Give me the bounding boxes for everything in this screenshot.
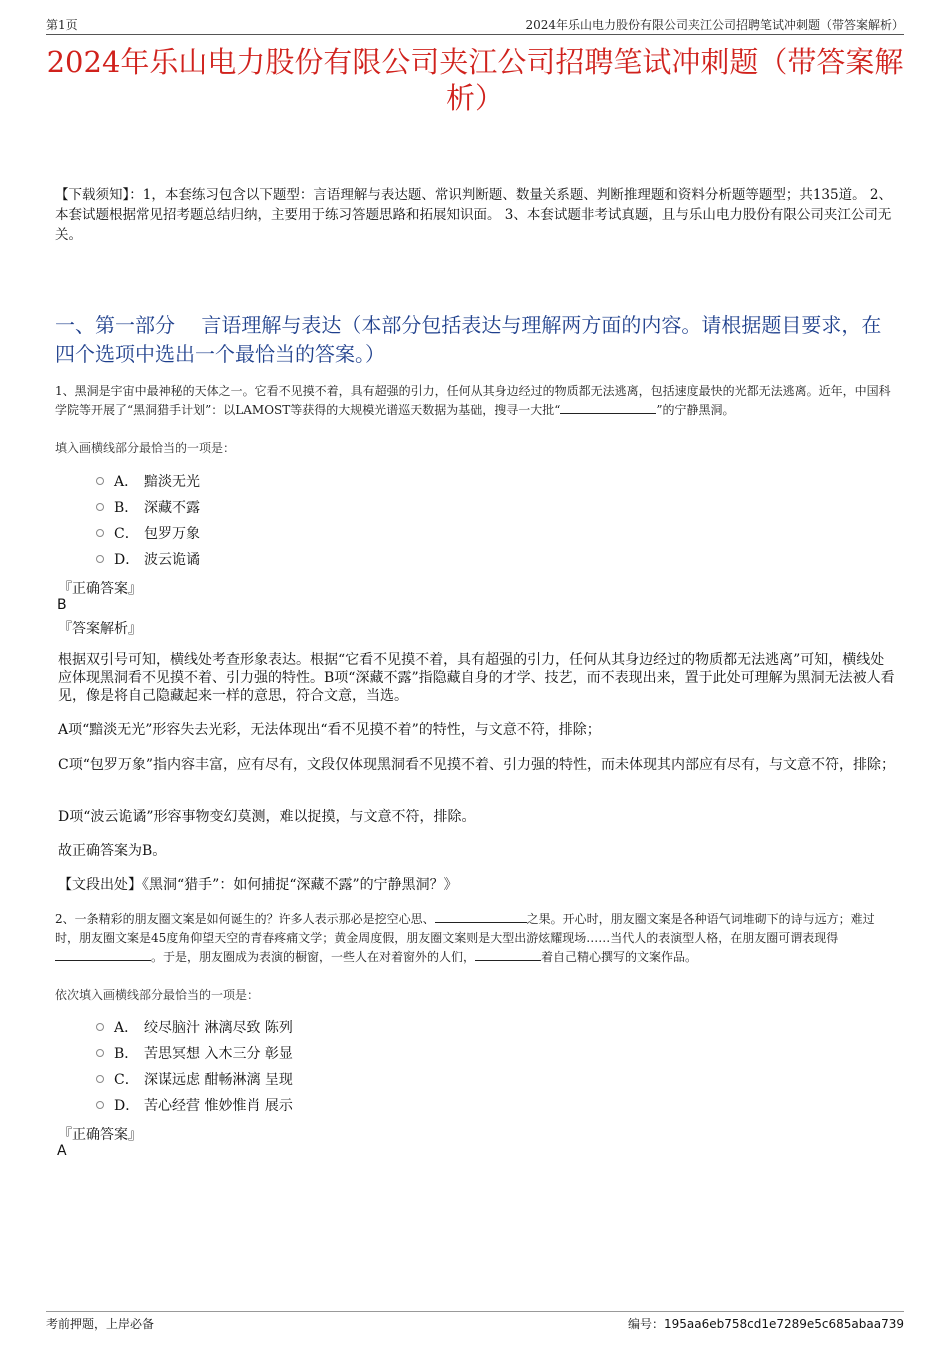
- page-footer: [46, 1311, 904, 1332]
- source-citation: 【文段出处】《黑洞“猎手”：如何捕捉“深藏不露”的宁静黑洞？》: [58, 877, 458, 893]
- radio-icon[interactable]: [96, 1075, 104, 1083]
- answer-value: A: [57, 1143, 67, 1159]
- radio-icon[interactable]: [96, 477, 104, 485]
- analysis-paragraph: 故正确答案为B。: [58, 843, 167, 859]
- question-1-text: 1、黑洞是宇宙中最神秘的天体之一。它看不见摸不着，具有超强的引力，任何从其身边经过的物质都无法逃离，包括速度最快的光都无法逃离。近年，中国科学院等开展了“黑洞猎手计划”：以LAMOST等获得的大规模光谱巡天数据为基础，搜寻一大批“ ”的宁静黑洞。: [55, 384, 891, 417]
- radio-icon[interactable]: [96, 529, 104, 537]
- option-d[interactable]: D． 波云诡谲: [96, 546, 200, 572]
- document-title: 2024年乐山电力股份有限公司夹江公司招聘笔试冲刺题（带答案解析）: [46, 45, 904, 115]
- fill-blank: [55, 948, 151, 961]
- answer-label: 『正确答案』: [58, 1127, 142, 1143]
- answer-label: 『正确答案』: [58, 581, 142, 597]
- page-header: [46, 14, 904, 35]
- answer-value: B: [57, 597, 67, 613]
- question-2-prompt: 依次填入画横线部分最恰当的一项是：: [55, 988, 260, 1002]
- analysis-paragraph: C项“包罗万象”指内容丰富，应有尽有，文段仅体现黑洞看不见摸不着、引力强的特性，而未体现其内部应有尽有，与文意不符，排除；: [58, 757, 896, 773]
- header-doc-title: 2024年乐山电力股份有限公司夹江公司招聘笔试冲刺题（带答案解析）: [525, 18, 904, 32]
- question-1-options: [96, 468, 200, 572]
- radio-icon[interactable]: [96, 555, 104, 563]
- document-code: 编号：195aa6eb758cd1e7289e5c685abaa739: [627, 1317, 904, 1331]
- section-heading: 一、第一部分 言语理解与表达（本部分包括表达与理解两方面的内容。请根据题目要求，在四个选项中选出一个最恰当的答案。）: [55, 313, 882, 366]
- analysis-paragraph: D项“波云诡谲”形容事物变幻莫测，难以捉摸，与文意不符，排除。: [58, 809, 476, 825]
- option-c[interactable]: C． 包罗万象: [96, 520, 200, 546]
- option-a[interactable]: A． 黯淡无光: [96, 468, 200, 494]
- fill-blank: [560, 401, 656, 414]
- fill-blank: [475, 948, 541, 961]
- footer-slogan: 考前押题，上岸必备: [46, 1317, 155, 1331]
- option-b[interactable]: B． 深藏不露: [96, 494, 200, 520]
- page-number: 第1页: [46, 18, 78, 32]
- download-notice: 【下载须知】：1，本套练习包含以下题型：言语理解与表达题、常识判断题、数量关系题、判断推理题和资料分析题等题型；共135道。 2、本套试题根据常见招考题总结归纳，主要用于练习答题思路和拓展知识面。 3、本套试题非考试真题，且与乐山电力股份有限公司夹江公司无关。: [55, 187, 892, 243]
- radio-icon[interactable]: [96, 1049, 104, 1057]
- option-b[interactable]: B． 苦思冥想 入木三分 彰显: [96, 1040, 293, 1066]
- question-2-text: 2、一条精彩的朋友圈文案是如何诞生的？许多人表示那必是挖空心思、 之果。开心时，朋友圈文案是各种语气词堆砌下的诗与远方；难过时，朋友圈文案是45度角仰望天空的青春疼痛文学；黄金周度假，朋友圈文案则是大型出游炫耀现场……当代人的表演型人格，在朋友圈可谓表现得。于是，朋友圈成为表演的橱窗，一些人在对着窗外的人们， 着自己精心撰写的文案作品。: [55, 912, 875, 964]
- analysis-label: 『答案解析』: [58, 621, 142, 637]
- radio-icon[interactable]: [96, 1101, 104, 1109]
- radio-icon[interactable]: [96, 1023, 104, 1031]
- analysis-paragraph: A项“黯淡无光”形容失去光彩，无法体现出“看不见摸不着”的特性，与文意不符，排除；: [58, 722, 601, 738]
- option-d[interactable]: D． 苦心经营 惟妙惟肖 展示: [96, 1092, 293, 1118]
- radio-icon[interactable]: [96, 503, 104, 511]
- analysis-paragraph: 根据双引号可知，横线处考查形象表达。根据“它看不见摸不着，具有超强的引力，任何从其身边经过的物质都无法逃离”可知，横线处应体现黑洞看不见摸不着、引力强的特性。B项“深藏不露”指隐藏自身的才学、技艺，而不表现出来，置于此处可理解为黑洞无法被人看见，像是将自己隐藏起来一样的意思，符合文意，当选。: [58, 652, 895, 704]
- question-2-options: [96, 1014, 293, 1118]
- question-1-prompt: 填入画横线部分最恰当的一项是：: [55, 441, 236, 455]
- fill-blank: [435, 910, 527, 923]
- option-c[interactable]: C． 深谋远虑 酣畅淋漓 呈现: [96, 1066, 293, 1092]
- option-a[interactable]: A． 绞尽脑汁 淋漓尽致 陈列: [96, 1014, 293, 1040]
